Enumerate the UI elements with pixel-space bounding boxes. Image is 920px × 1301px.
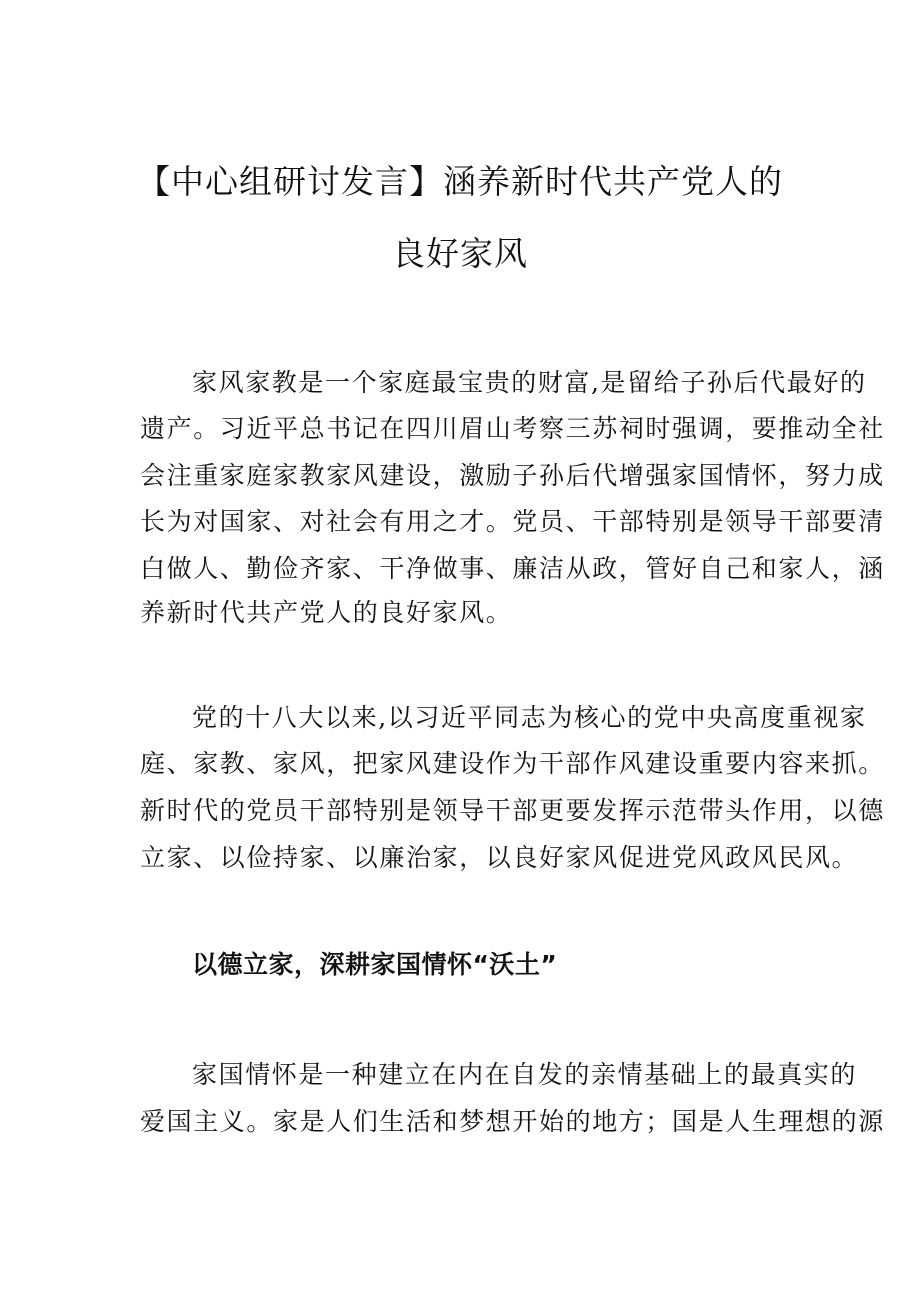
- text-line: 遗产。习近平总书记在四川眉山考察三苏祠时强调，要推动全社: [140, 414, 885, 443]
- text-line: 长为对国家、对社会有用之才。党员、干部特别是领导干部要清: [140, 507, 885, 536]
- text-line: 庭、家教、家风，把家风建设作为干部作风建设重要内容来抓。: [140, 749, 885, 778]
- text-line: 家国情怀是一种建立在内在自发的亲情基础上的最真实的: [192, 1060, 858, 1089]
- text-line: 养新时代共产党人的良好家风。: [140, 598, 513, 627]
- text-line: 白做人、勤俭齐家、干净做事、廉洁从政，管好自己和家人，涵: [140, 554, 885, 583]
- text-line: 爱国主义。家是人们生活和梦想开始的地方；国是人生理想的源: [140, 1107, 885, 1136]
- text-line: 会注重家庭家教家风建设，激励子孙后代增强家国情怀，努力成: [140, 461, 885, 490]
- text-line: 新时代的党员干部特别是领导干部更要发挥示范带头作用，以德: [140, 796, 885, 825]
- text-line: 党的十八大以来,以习近平同志为核心的党中央高度重视家: [192, 703, 867, 732]
- text-line: 家风家教是一个家庭最宝贵的财富,是留给子孙后代最好的: [192, 368, 867, 397]
- title-line-2: 良好家风: [392, 234, 528, 273]
- section-heading: 以德立家，深耕家国情怀“沃土”: [192, 950, 558, 979]
- text-line: 立家、以俭持家、以廉治家，以良好家风促进党风政风民风。: [140, 843, 859, 872]
- title-line-1: 【中心组研讨发言】涵养新时代共产党人的: [137, 162, 783, 201]
